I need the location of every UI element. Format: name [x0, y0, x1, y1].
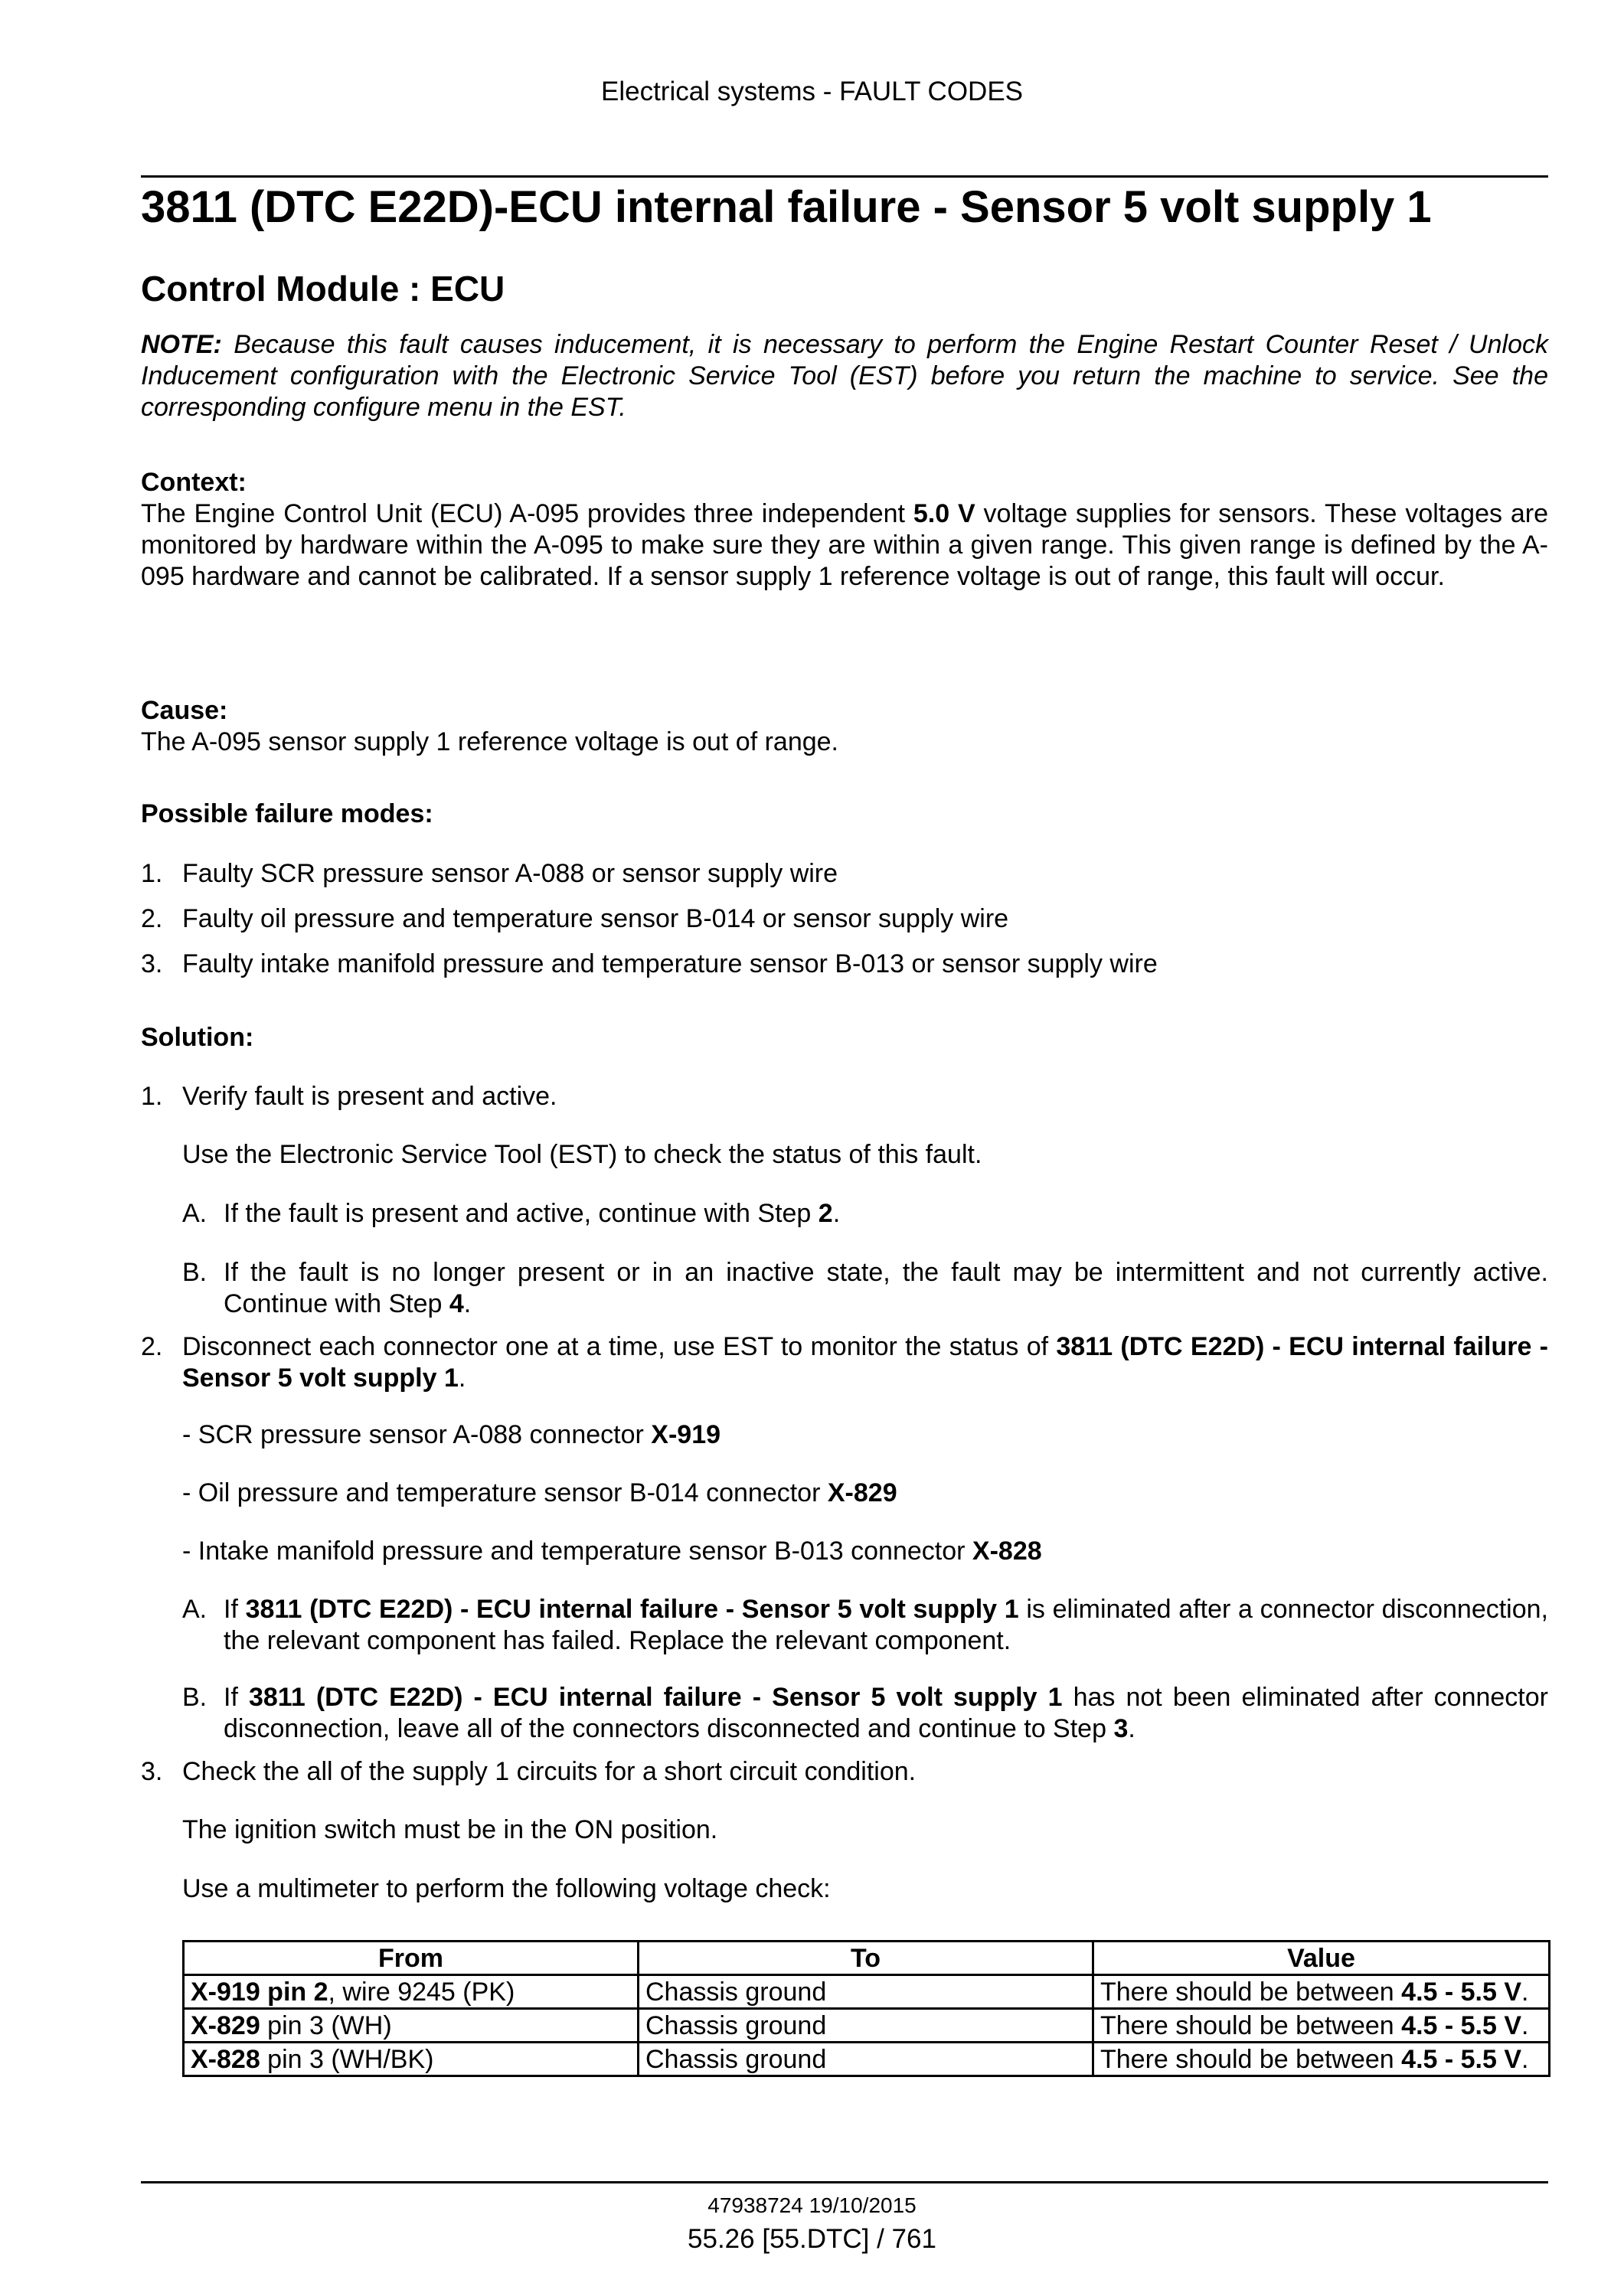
value-text: There should be between — [1100, 2045, 1402, 2074]
step-number: 1. — [141, 1082, 163, 1111]
voltage-range: 4.5 - 5.5 V — [1401, 2011, 1522, 2040]
voltage-range: 4.5 - 5.5 V — [1401, 2045, 1522, 2074]
context-text — [141, 498, 1548, 593]
note-paragraph — [141, 329, 1548, 423]
connector-code: X-919 — [651, 1420, 721, 1449]
connector-text — [182, 1478, 1548, 1509]
connector-code: X-828 — [972, 1537, 1042, 1566]
solution-label: Solution: — [141, 1023, 254, 1052]
cause-text: The A-095 sensor supply 1 reference voltage is out of range. — [141, 727, 838, 756]
option-text-body: If the fault is no longer present or in an inactive state, the fault may be intermittent and not currently active. Continue with Step — [224, 1258, 1548, 1318]
connector-description: - Oil pressure and temperature sensor B-014 connector — [182, 1478, 821, 1507]
table-row — [184, 1975, 1550, 2009]
context-voltage: 5.0 V — [913, 499, 975, 528]
step-paragraph-text: The ignition switch must be in the ON position. — [182, 1815, 718, 1844]
step-paragraph-text: Use a multimeter to perform the following voltage check: — [182, 1874, 831, 1903]
list-item-number: 3. — [141, 949, 163, 978]
option-text — [224, 1594, 1548, 1657]
column-header-from: From — [184, 1942, 639, 1975]
punctuation: . — [463, 1289, 472, 1318]
list-item-text: Faulty intake manifold pressure and temperature sensor B-013 or sensor supply wire — [182, 949, 1158, 978]
table-header-row — [184, 1942, 1550, 1975]
context-text-start: The Engine Control Unit (ECU) A-095 provides three independent — [141, 499, 905, 528]
option-text-body: has not been eliminated after connector disconnection, leave all of the connectors disconnected and continue to Step — [224, 1683, 1548, 1743]
cell-from — [184, 1975, 639, 2009]
footer-document-id: 47938724 19/10/2015 — [707, 2193, 917, 2217]
step-number: 3. — [141, 1757, 163, 1786]
footer-rule — [141, 2181, 1548, 2183]
running-header: Electrical systems - FAULT CODES — [600, 77, 1024, 106]
voltage-check-table — [182, 1940, 1550, 2077]
table-row — [184, 2043, 1550, 2076]
option-letter: A. — [182, 1595, 207, 1624]
step-text: Verify fault is present and active. — [182, 1082, 557, 1111]
list-item-text: Faulty oil pressure and temperature sensor B-014 or sensor supply wire — [182, 904, 1009, 933]
cause-label: Cause: — [141, 696, 228, 725]
value-text: There should be between — [1100, 2011, 1402, 2040]
cell-value — [1093, 2009, 1550, 2043]
step-reference: 4 — [449, 1289, 464, 1318]
table-row — [184, 2009, 1550, 2043]
value-text: There should be between — [1100, 1978, 1402, 2007]
step-text — [182, 1331, 1548, 1394]
cause-section — [141, 695, 1548, 758]
punctuation: . — [458, 1364, 466, 1393]
connector-pin: X-919 pin 2 — [191, 1978, 328, 2007]
header-rule — [141, 175, 1548, 178]
list-item-number: 2. — [141, 904, 163, 933]
option-text — [224, 1198, 1548, 1230]
column-header-value: Value — [1093, 1942, 1550, 1975]
punctuation: . — [1128, 1714, 1135, 1743]
fault-reference: 3811 (DTC E22D) - ECU internal failure - Sensor 5 volt supply 1 — [248, 1683, 1063, 1712]
connector-code: X-829 — [827, 1478, 897, 1507]
option-prefix: If — [224, 1683, 238, 1712]
cell-to: Chassis ground — [639, 2043, 1093, 2076]
cell-from — [184, 2009, 639, 2043]
connector-pin: X-829 — [191, 2011, 260, 2040]
voltage-range: 4.5 - 5.5 V — [1401, 1978, 1522, 2007]
connector-description: - SCR pressure sensor A-088 connector — [182, 1420, 644, 1449]
wire-info: pin 3 (WH) — [260, 2011, 392, 2040]
step-text: Check the all of the supply 1 circuits for a short circuit condition. — [182, 1757, 917, 1786]
punctuation: . — [1521, 2011, 1529, 2040]
context-section — [141, 467, 1548, 593]
option-text-body: is eliminated after a connector disconnection, the relevant component has failed. Replace the relevant component. — [224, 1595, 1548, 1655]
fault-reference: 3811 (DTC E22D) - ECU internal failure - Sensor 5 volt supply 1 — [182, 1332, 1548, 1393]
step-number: 2. — [141, 1332, 163, 1361]
punctuation: . — [832, 1199, 841, 1228]
failure-modes-label: Possible failure modes: — [141, 799, 433, 828]
step-reference: 2 — [818, 1199, 833, 1228]
punctuation: . — [1521, 1978, 1529, 2007]
note-label: NOTE: — [141, 330, 222, 359]
fault-reference: 3811 (DTC E22D) - ECU internal failure - Sensor 5 volt supply 1 — [245, 1595, 1019, 1624]
step-reference: 3 — [1113, 1714, 1129, 1743]
context-text-end: voltage supplies for sensors. These voltages are monitored by hardware within the A-095 to make sure they are within a given range. This given range is defined by the A-095 hardware and cannot be calibrated. If a sensor supply 1 reference voltage is out of range, this fault will occur. — [141, 499, 1548, 591]
cell-value — [1093, 1975, 1550, 2009]
option-letter: A. — [182, 1199, 207, 1228]
list-item-text: Faulty SCR pressure sensor A-088 or sensor supply wire — [182, 859, 838, 888]
option-prefix: If — [224, 1595, 238, 1624]
wire-info: , wire 9245 (PK) — [328, 1978, 515, 2007]
option-text-body: If the fault is present and active, continue with Step — [224, 1199, 812, 1228]
connector-text — [182, 1536, 1548, 1567]
cell-value — [1093, 2043, 1550, 2076]
cell-to: Chassis ground — [639, 1975, 1093, 2009]
connector-pin: X-828 — [191, 2045, 260, 2074]
cell-to: Chassis ground — [639, 2009, 1093, 2043]
footer-page-number: 55.26 [55.DTC] / 761 — [688, 2224, 936, 2254]
step-paragraph-text: Use the Electronic Service Tool (EST) to check the status of this fault. — [182, 1140, 982, 1169]
option-letter: B. — [182, 1683, 207, 1712]
note-text: Because this fault causes inducement, it is necessary to perform the Engine Restart Counter Reset / Unlock Inducement configuration with the Electronic Service Tool (EST) before you return the machine to service. See the corresponding configure menu in the EST. — [141, 330, 1548, 422]
option-letter: B. — [182, 1258, 207, 1287]
option-text — [224, 1257, 1548, 1320]
control-module-heading: Control Module : ECU — [141, 269, 505, 309]
cell-from — [184, 2043, 639, 2076]
context-label: Context: — [141, 468, 247, 497]
list-item-number: 1. — [141, 859, 163, 888]
option-text — [224, 1682, 1548, 1745]
punctuation: . — [1521, 2045, 1529, 2074]
page-title: 3811 (DTC E22D)-ECU internal failure - Sensor 5 volt supply 1 — [141, 182, 1432, 232]
connector-text — [182, 1419, 1548, 1451]
connector-description: - Intake manifold pressure and temperature sensor B-013 connector — [182, 1537, 966, 1566]
wire-info: pin 3 (WH/BK) — [260, 2045, 434, 2074]
step-text-body: Disconnect each connector one at a time, use EST to monitor the status of — [182, 1332, 1049, 1361]
column-header-to: To — [639, 1942, 1093, 1975]
